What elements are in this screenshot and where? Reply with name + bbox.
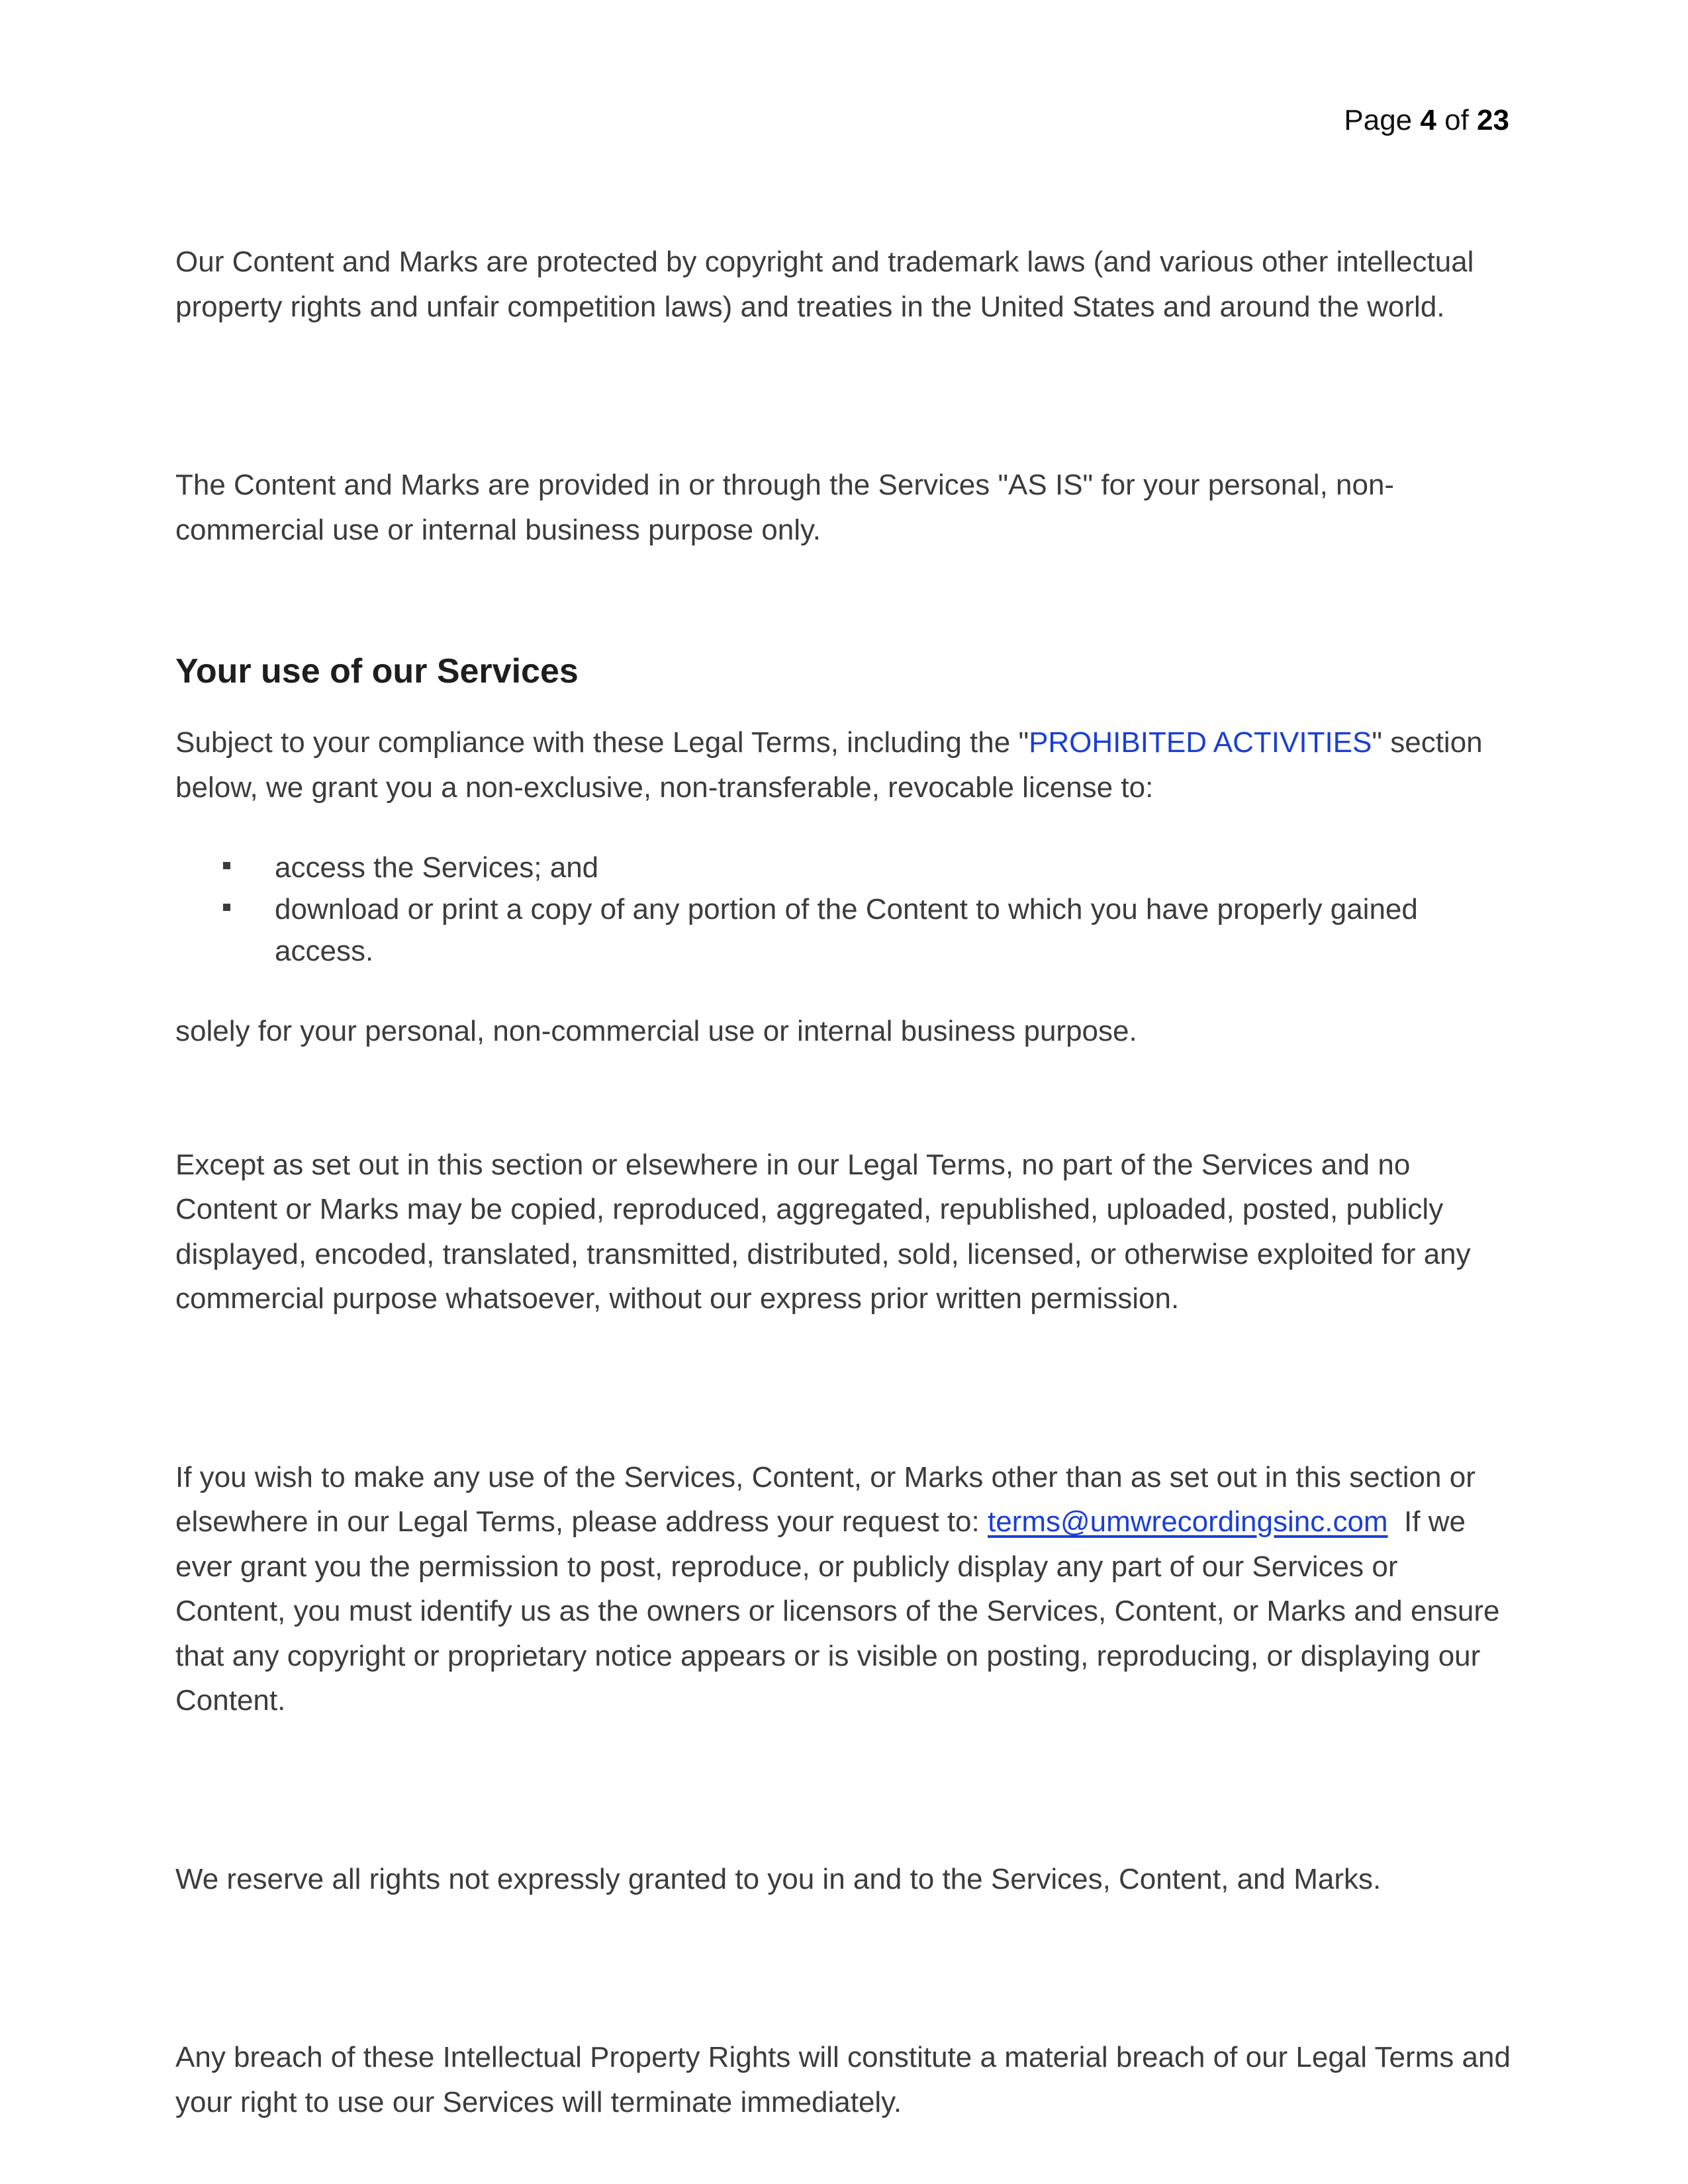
- page-number: [1344, 101, 1509, 140]
- spacer: [175, 552, 1513, 649]
- paragraph-solely-personal: solely for your personal, non-commercial use or internal business purpose.: [175, 1015, 1137, 1047]
- list-item-text: download or print a copy of any portion of the Content to which you have properly gained access.: [275, 893, 1418, 967]
- prohibited-activities-link[interactable]: PROHIBITED ACTIVITIES: [1029, 726, 1372, 759]
- license-list: [175, 847, 1513, 972]
- paragraph-restrictions: Except as set out in this section or elsewhere in our Legal Terms, no part of the Services and no Content or Marks may be copied, reproduced, aggregated, republished, uploaded, posted, publicly displayed, encoded, translated, transmitted, distributed, sold, licensed, or otherwise exploited for any commercial purpose whatsoever, without our express prior written permission.: [175, 1148, 1471, 1315]
- list-item: [275, 847, 1513, 888]
- paragraph-breach: Any breach of these Intellectual Property Rights will constitute a material breach of our Legal Terms and your right to use our Services will terminate immediately.: [175, 2041, 1511, 2118]
- page-of: of: [1444, 104, 1469, 136]
- license-text-before: Subject to your compliance with these Legal Terms, including the ": [175, 726, 1029, 759]
- square-bullet-icon: [223, 904, 230, 911]
- paragraph-as-is: The Content and Marks are provided in or through the Services "AS IS" for your personal, non-commercial use or internal business purpose only.: [175, 469, 1395, 546]
- request-text-before: If you wish to make any use of the Services, Content, or Marks other than as set out in this section or elsewhere in our Legal Terms, please address your request to:: [175, 1460, 1476, 1538]
- spacer: [175, 1321, 1513, 1455]
- paragraph-copyright-protection: Our Content and Marks are protected by copyright and trademark laws (and various other intellectual property rights and unfair competition laws) and treaties in the United States and around the world.: [175, 246, 1474, 323]
- paragraph-reserved-rights: We reserve all rights not expressly granted to you in and to the Services, Content, and Marks.: [175, 1862, 1382, 1895]
- page-current: 4: [1420, 104, 1436, 136]
- page-total: 23: [1477, 104, 1509, 136]
- section-heading: Your use of our Services: [175, 652, 579, 690]
- square-bullet-icon: [223, 862, 230, 869]
- spacer: [175, 1054, 1513, 1143]
- document-body: [175, 240, 1513, 2124]
- paragraph-license-grant: [175, 720, 1513, 810]
- list-item-text: access the Services; and: [275, 851, 599, 884]
- terms-email-link[interactable]: terms@umwrecordingsinc.com: [987, 1505, 1388, 1538]
- spacer: [175, 1901, 1513, 2035]
- request-text-after: If we ever grant you the permission to post, reproduce, or publicly display any part of our Services or Content, you must identify us as the owners or licensors of the Services, Content, or Marks and ensure that any copyright or proprietary notice appears or is visible on posting, reproducing, or displaying our Content.: [175, 1505, 1500, 1717]
- spacer: [175, 1723, 1513, 1857]
- license-text-after: " section below, we grant you a non-exclusive, non-transferable, revocable license to:: [175, 726, 1483, 804]
- spacer: [175, 694, 1513, 720]
- spacer: [175, 329, 1513, 463]
- paragraph-permission-request: [175, 1455, 1513, 1723]
- list-item: [275, 888, 1513, 972]
- page-prefix: Page: [1344, 104, 1413, 136]
